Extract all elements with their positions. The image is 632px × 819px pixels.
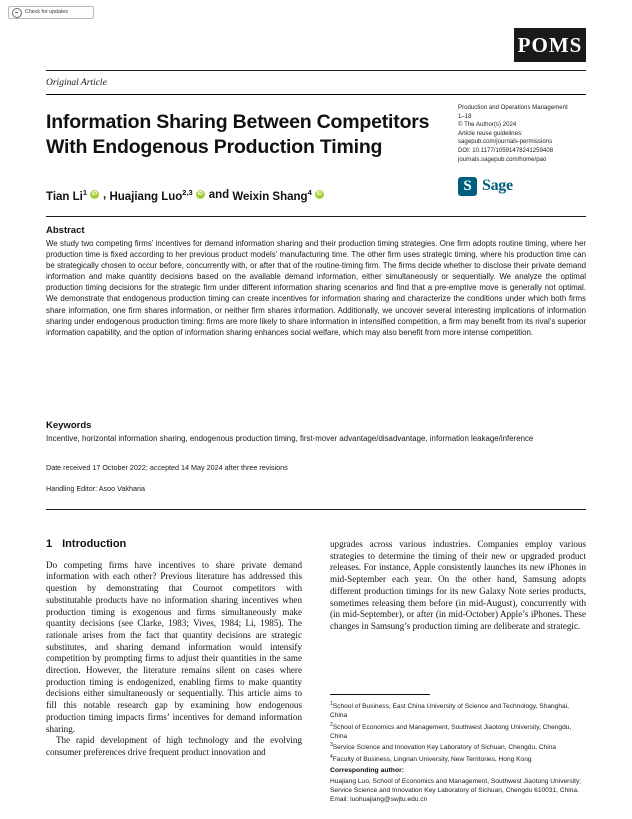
keywords-text: Incentive, horizontal information sharing, endogenous production timing, first-mover advantage/disadvantage, information leakage/inference: [46, 434, 534, 443]
author-conjunction: and: [208, 188, 230, 201]
section-heading-introduction: [46, 539, 302, 551]
author-3: [229, 185, 312, 205]
article-type-label: Original Article: [46, 78, 107, 88]
corresponding-author-heading: Corresponding author:: [330, 767, 405, 774]
orcid-icon-author-1[interactable]: [90, 190, 99, 199]
affiliation-item: [330, 753, 586, 764]
body-column-right: [330, 539, 586, 633]
page-range: 1–18: [458, 112, 472, 120]
paragraph: upgrades across various industries. Companies employ various strategies to determine the timing of their new or upgraded product releases. For instance, Apple consistently launches its new iPhones in mid-September each year. On the other hand, Samsung adopts different production timings for its new Galaxy Note series products, sometimes releasing them before (in mid-August), concurrently with (in mid-September), or after (in mid-October) Apple’s iPhones. These changes in Samsung’s production timing are deliberate and strategic.: [330, 539, 586, 631]
copyright: © The Author(s) 2024: [458, 121, 517, 129]
author-2-affil-marker: 2,3: [182, 188, 193, 197]
affiliations-list: [330, 700, 586, 764]
affiliation-item: [330, 721, 586, 742]
affiliation-text: Faculty of Business, Lingnan University, New Territories, Hong Kong: [332, 755, 532, 763]
affiliation-marker: 1: [330, 701, 333, 707]
received-accepted-dates: Date received 17 October 2022; accepted 14 May 2024 after three revisions: [46, 463, 288, 472]
orcid-icon-author-3[interactable]: [315, 190, 324, 199]
author-2: [106, 185, 192, 205]
sage-mark-icon: S: [458, 177, 477, 196]
sage-wordmark: Sage: [482, 177, 513, 194]
keywords-heading: Keywords: [46, 420, 92, 431]
abstract-rule-top: [46, 216, 586, 217]
affiliation-marker: 4: [330, 753, 333, 760]
author-list: [46, 185, 446, 205]
author-1-name: Tian Li: [46, 190, 83, 203]
header-rule-bottom: [46, 94, 586, 95]
sage-logo: [458, 174, 586, 198]
affiliation-text: Service Science and Innovation Key Laboratory of Sichuan, Chengdu, China: [332, 744, 557, 752]
reuse-guidelines-link[interactable]: sagepub.com/journals-permissions: [458, 138, 553, 146]
affiliation-item: [330, 700, 586, 721]
paragraph: Do competing firms have incentives to share private demand information with each other? Previous literature has addressed this question by demonstrating that Cournot competitors with substitutable products have no information sharing incentives when production timing is exogenous and firms simultaneously make quantity decisions (see Clarke, 1983; Vives, 1984; Li, 1985). The rationale arises from the fact that quantity decisions are strategic substitutes, and sharing demand information would intensify competition by prompting firms to adjust their quantities in the same direction. However, the literature remains silent on cases where production timing is endogenized, enabling firms to make quantity decisions either simultaneously or sequentially. This article aims to fill this notable research gap by examining how endogenous production timing impacts firms’ incentives for demand information sharing.: [46, 559, 302, 734]
affiliation-text: School of Economics and Management, Southwest Jiaotong University, Chengdu, China: [330, 723, 572, 740]
section-number: 1: [46, 538, 53, 550]
journal-metadata: [458, 104, 586, 164]
author-1-affil-marker: 1: [82, 188, 88, 197]
affiliation-marker: 3: [330, 742, 333, 749]
abstract-rule-bottom: [46, 509, 586, 510]
reuse-guidelines-label: Article reuse guidelines:: [458, 129, 523, 137]
check-for-updates-label: Check for updates: [25, 8, 68, 15]
author-1: [46, 185, 87, 205]
page-title: Information Sharing Between Competitors With Endogenous Production Timing: [46, 111, 430, 158]
affiliations-rule: [330, 694, 430, 695]
header-rule-top: [46, 70, 586, 71]
abstract-text: We study two competing firms’ incentives for demand information sharing and their production timing strategies. One firm adopts routine timing, where her production time is fixed according to her previous product models’ manufacturing time. The other firm uses strategic timing, where his production time can be strategically chosen to occur before, concurrently with, or after that of the routine-timing firm. The firms decide whether to disclose their private demand information and make quantity decisions based on the available demand information, either simultaneously or sequentially. We analyze the optimal production timing decisions for the strategic firm under different information sharing scenarios and find that a pre-emptive move is generally not optimal. We demonstrate that endogenous production timing can create incentives for information sharing and characterize the conditions under which both firms share information, one firm shares information, or neither firm shares information. Additionally, we uncover several interesting implications of information sharing under endogenous production timing: firms are more likely to share information in intensified competition, a firm may benefit from its rival’s superior information capability, and the option of information sharing enhances social welfare, which may also benefit from more intense competition.: [46, 239, 586, 337]
paragraph: The rapid development of high technology and the evolving consumer preferences drive frequent product innovation and: [46, 735, 302, 757]
corresponding-author-text: Huajiang Luo, School of Economics and Management, Southwest Jiaotong University; Service Science and Innovation Key Laboratory of Sichuan, Chengdu 610031, China.: [330, 778, 582, 795]
author-3-name: Weixin Shang: [232, 190, 308, 203]
affiliation-item: [330, 741, 586, 752]
author-2-name: Huajiang Luo: [109, 190, 183, 203]
section-title: Introduction: [62, 538, 127, 550]
handling-editor: Handling Editor: Asoo Vakharia: [46, 484, 145, 493]
abstract-heading: Abstract: [46, 225, 85, 236]
journal-homepage-link[interactable]: journals.sagepub.com/home/pao: [458, 155, 547, 163]
check-for-updates-badge[interactable]: [8, 6, 94, 19]
author-separator-1: ,: [103, 188, 107, 201]
poms-logo: POMS: [514, 28, 586, 62]
doi[interactable]: DOI: 10.1177/10591478241259408: [458, 146, 554, 154]
article-page: [0, 22, 632, 819]
affiliation-marker: 2: [330, 721, 333, 728]
corresponding-author-email[interactable]: Email: luohuajiang@swjtu.edu.cn: [330, 796, 428, 804]
author-3-affil-marker: 4: [307, 188, 312, 197]
orcid-icon-author-2[interactable]: [196, 190, 205, 199]
body-column-left: [46, 539, 302, 759]
affiliation-text: School of Business, East China University of Science and Technology, Shanghai, China: [330, 703, 569, 720]
refresh-circle-icon: [12, 8, 22, 18]
journal-name: Production and Operations Management: [458, 104, 568, 111]
corresponding-author-block: [330, 777, 586, 805]
